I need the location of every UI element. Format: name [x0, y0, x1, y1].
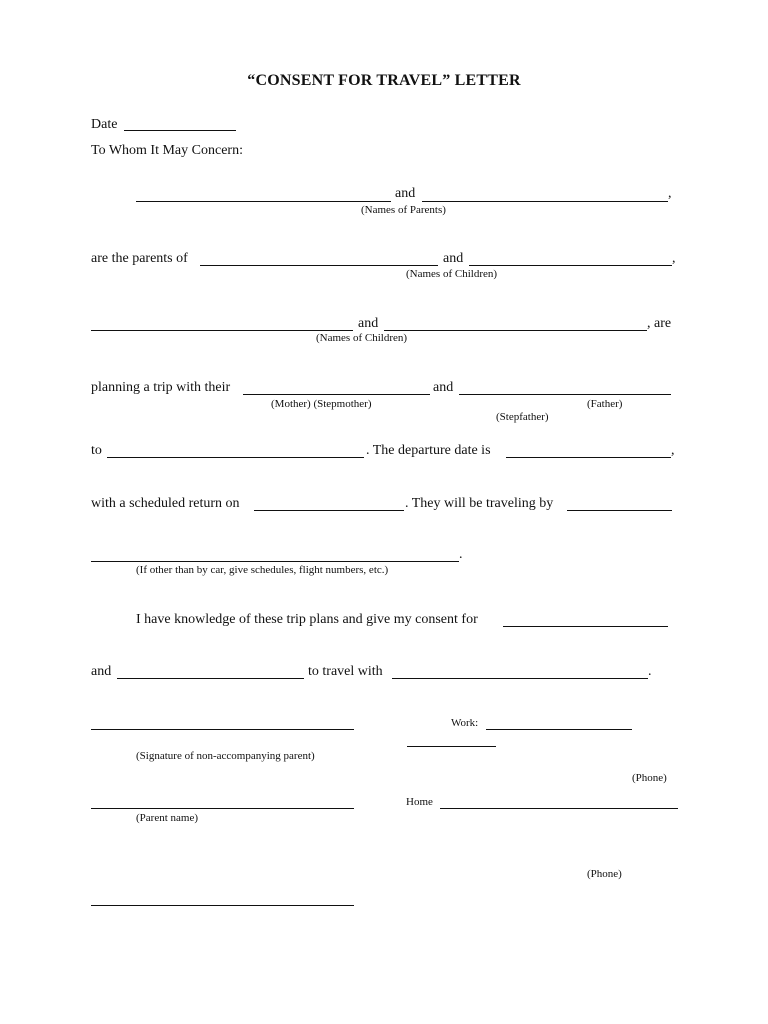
travel-details-field[interactable] [91, 561, 459, 562]
scheduled-return-text: with a scheduled return on [91, 496, 240, 511]
mother-name-field[interactable] [243, 394, 430, 395]
period-text: . [459, 547, 463, 562]
home-phone-label: Home [406, 796, 433, 808]
names-of-children-caption: (Names of Children) [406, 268, 498, 280]
destination-field[interactable] [107, 457, 364, 458]
are-text: are [654, 316, 672, 331]
child-1-name-field[interactable] [200, 265, 438, 266]
consent-text: I have knowledge of these trip plans and give my consent for [136, 612, 478, 627]
and-text: and [395, 186, 416, 201]
signature-caption: (Signature of non-accompanying parent) [136, 750, 315, 762]
page-title: “CONSENT FOR TRAVEL” LETTER [247, 72, 521, 89]
travel-with-text: to travel with [308, 664, 383, 679]
travel-details-caption: (If other than by car, give schedules, flight numbers, etc.) [136, 564, 389, 576]
parent-1-name-field[interactable] [136, 201, 391, 202]
home-phone-field[interactable] [440, 808, 678, 809]
travel-companion-field[interactable] [392, 678, 648, 679]
child-4-name-field[interactable] [384, 330, 647, 331]
parent-name-caption: (Parent name) [136, 812, 198, 824]
consent-child-2-field[interactable] [117, 678, 304, 679]
salutation: To Whom It May Concern: [91, 143, 243, 158]
stepfather-caption: (Stepfather) [496, 411, 549, 423]
mother-stepmother-caption: (Mother) (Stepmother) [271, 398, 372, 410]
travel-method-field[interactable] [567, 510, 672, 511]
father-name-field[interactable] [459, 394, 671, 395]
traveling-by-text: . They will be traveling by [405, 496, 554, 511]
work-phone-field-continued[interactable] [407, 746, 496, 747]
parents-of-text: are the parents of [91, 251, 188, 266]
period-text: . [648, 664, 652, 679]
father-caption: (Father) [587, 398, 623, 410]
comma-text: , [671, 443, 675, 458]
child-2-name-field[interactable] [469, 265, 672, 266]
work-phone-label: Work: [451, 717, 479, 729]
phone-caption: (Phone) [587, 868, 622, 880]
phone-caption: (Phone) [632, 772, 667, 784]
names-of-children-caption: (Names of Children) [316, 332, 408, 344]
planning-trip-text: planning a trip with their [91, 380, 231, 395]
date-label: Date [91, 117, 118, 132]
and-text: and [433, 380, 454, 395]
return-date-field[interactable] [254, 510, 404, 511]
and-text: and [443, 251, 464, 266]
departure-date-field[interactable] [506, 457, 671, 458]
additional-signature-field[interactable] [91, 905, 354, 906]
departure-date-text: . The departure date is [366, 443, 491, 458]
parent-2-name-field[interactable] [422, 201, 668, 202]
comma-text: , [672, 251, 676, 266]
names-of-parents-caption: (Names of Parents) [361, 204, 446, 216]
child-3-name-field[interactable] [91, 330, 353, 331]
parent-name-field[interactable] [91, 808, 354, 809]
and-text: and [358, 316, 379, 331]
signature-field[interactable] [91, 729, 354, 730]
to-text: to [91, 443, 102, 458]
work-phone-field[interactable] [486, 729, 632, 730]
comma-text: , [647, 316, 651, 331]
comma-text: , [668, 186, 672, 201]
consent-child-1-field[interactable] [503, 626, 668, 627]
and-text: and [91, 664, 112, 679]
date-field[interactable] [124, 130, 236, 131]
